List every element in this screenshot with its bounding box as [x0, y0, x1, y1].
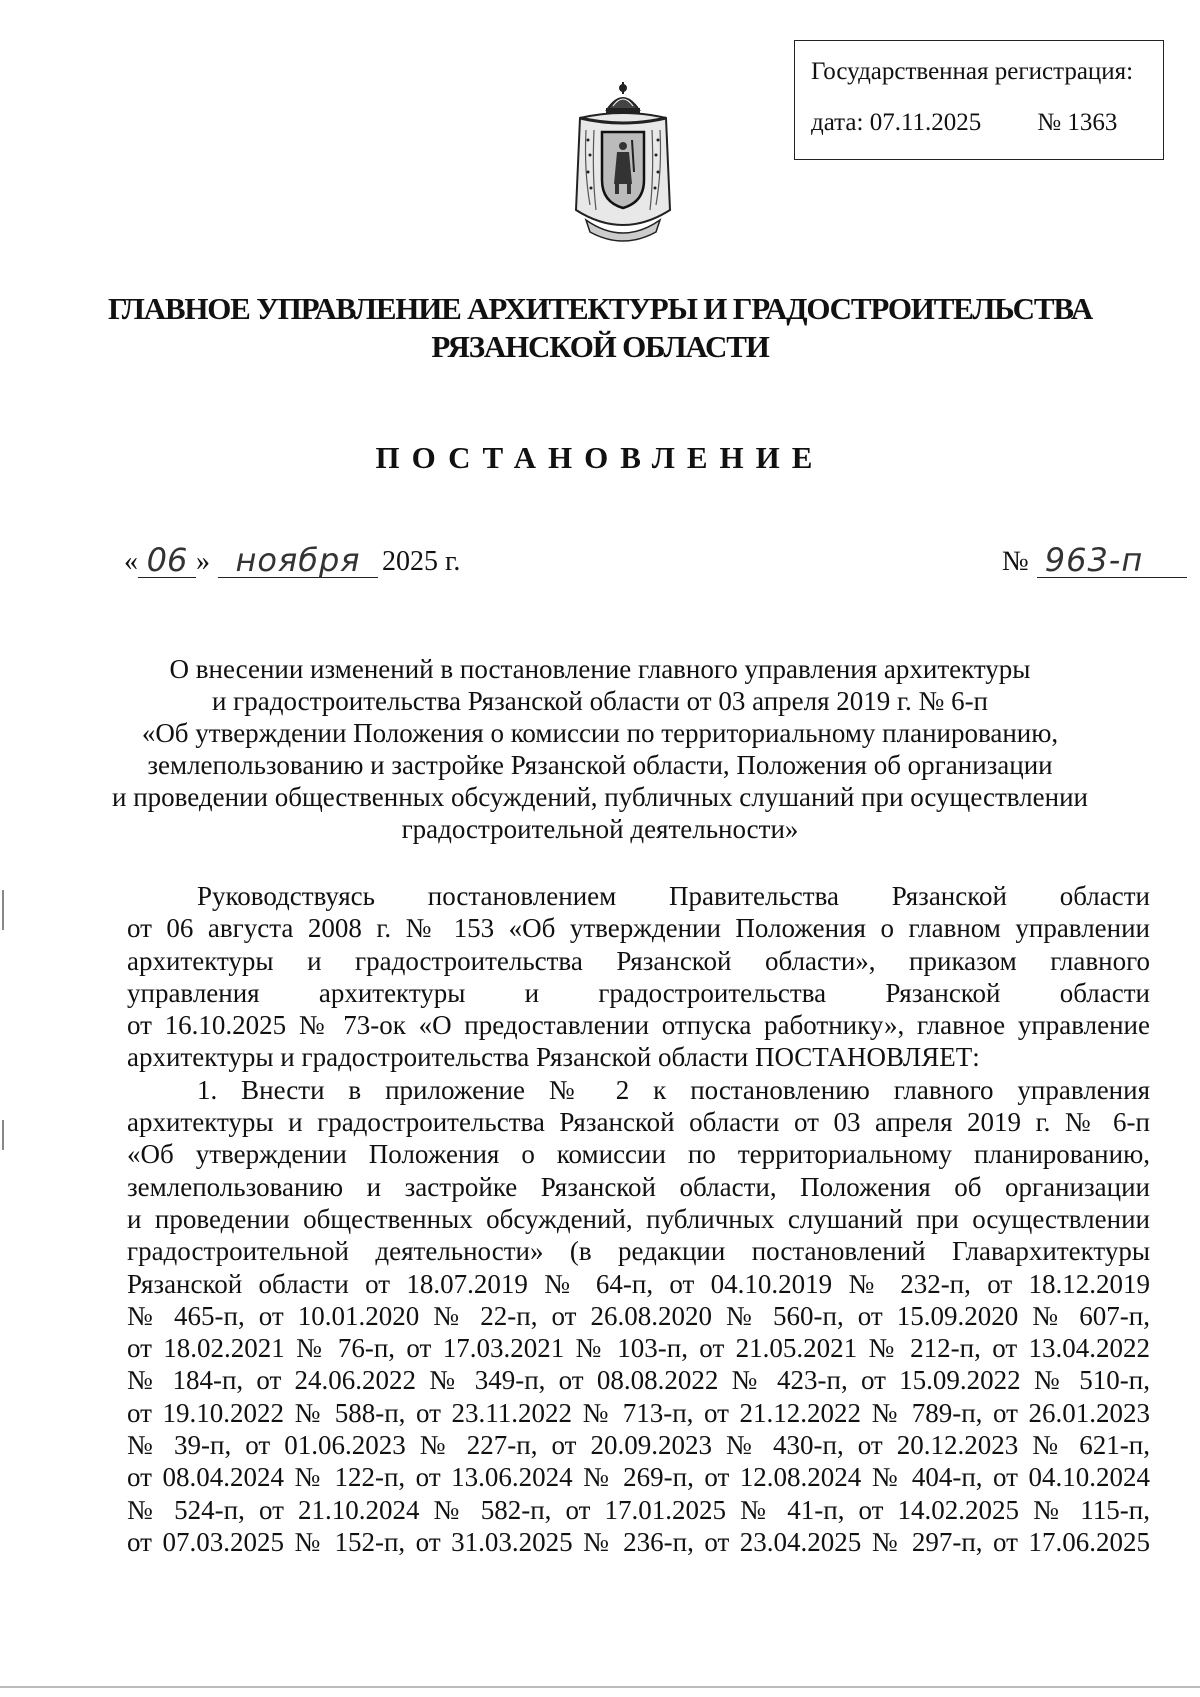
body-line: от 19.10.2022 № 588-п, от 23.11.2022 № 713-п, от 21.12.2022 № 789-п, от 26.01.2023 — [127, 1397, 1150, 1428]
scan-edge-line — [0, 1686, 1200, 1688]
document-subject — [100, 653, 1100, 845]
date-close-quote: » — [196, 546, 210, 577]
subject-line: и проведении общественных обсуждений, публичных слушаний при осуществлении — [112, 782, 1088, 812]
document-body — [127, 880, 1150, 1558]
body-line: № 184-п, от 24.06.2022 № 349-п, от 08.08.2022 № 423-п, от 15.09.2022 № 510-п, — [127, 1365, 1150, 1396]
date-month-handwritten: ноября — [218, 543, 378, 578]
body-line: от 07.03.2025 № 152-п, от 31.03.2025 № 236-п, от 23.04.2025 № 297-п, от 17.06.2025 — [127, 1526, 1150, 1557]
body-line: Рязанской области от 18.07.2019 № 64-п, от 04.10.2019 № 232-п, от 18.12.2019 — [127, 1268, 1150, 1299]
body-line: «Об утверждении Положения о комиссии по территориальному планированию, — [127, 1139, 1150, 1170]
registration-details — [811, 110, 1163, 135]
document-type-heading: ПОСТАНОВЛЕНИЕ — [375, 440, 825, 475]
subject-line: и градостроительства Рязанской области от 03 апреля 2019 г. № 6-п — [211, 686, 989, 716]
scan-margin-mark — [2, 1120, 4, 1150]
body-line: от 18.02.2021 № 76-п, от 17.03.2021 № 103-п, от 21.05.2021 № 212-п, от 13.04.2022 — [127, 1333, 1150, 1364]
body-line: землепользованию и застройке Рязанской области, Положения об организации — [127, 1171, 1150, 1202]
body-line: № 39-п, от 01.06.2023 № 227-п, от 20.09.2023 № 430-п, от 20.12.2023 № 621-п, — [127, 1430, 1150, 1461]
document-number — [1002, 538, 1187, 578]
date-day-handwritten: 06 — [138, 543, 196, 578]
date-year: 2025 г. — [382, 546, 461, 577]
body-line: от 16.10.2025 № 73-ок «О предоставлении отпуска работнику», главное управление — [127, 1010, 1150, 1041]
body-line: архитектуры и градостроительства Рязанской области от 03 апреля 2019 г. № 6-п — [127, 1107, 1150, 1138]
subject-line: О внесении изменений в постановление главного управления архитектуры — [169, 654, 1031, 684]
subject-line: «Об утверждении Положения о комиссии по территориальному планированию, — [141, 718, 1059, 748]
body-line: градостроительной деятельности» (в редакции постановлений Главархитектуры — [127, 1236, 1150, 1267]
organization-line2: РЯЗАНСКОЙ ОБЛАСТИ — [431, 329, 769, 364]
date-open-quote: « — [124, 546, 138, 577]
scan-margin-mark — [2, 890, 4, 930]
organization-line1: ГЛАВНОЕ УПРАВЛЕНИЕ АРХИТЕКТУРЫ И ГРАДОСТРОИТЕЛЬСТВА — [107, 291, 1093, 326]
body-line: управления архитектуры и градостроительства Рязанской области — [127, 977, 1150, 1008]
body-line: от 06 августа 2008 г. № 153 «Об утверждении Положения о главном управлении — [127, 913, 1150, 944]
body-line: № 465-п, от 10.01.2020 № 22-п, от 26.08.2020 № 560-п, от 15.09.2020 № 607-п, — [127, 1300, 1150, 1331]
coat-of-arms-icon — [566, 80, 680, 246]
body-line: и проведении общественных обсуждений, публичных слушаний при осуществлении — [127, 1203, 1150, 1234]
registration-number: № 1363 — [1037, 109, 1118, 136]
body-line: от 08.04.2024 № 122-п, от 13.06.2024 № 269-п, от 12.08.2024 № 404-п, от 04.10.2024 — [127, 1462, 1150, 1493]
body-line: № 524-п, от 21.10.2024 № 582-п, от 17.01.2025 № 41-п, от 14.02.2025 № 115-п, — [127, 1494, 1150, 1525]
document-date — [124, 538, 460, 578]
body-line: Руководствуясь постановлением Правительства Рязанской области — [197, 881, 1150, 911]
organization-title — [0, 290, 1200, 366]
body-line: архитектуры и градостроительства Рязанской области ПОСТАНОВЛЯЕТ: — [127, 1042, 980, 1073]
body-line: 1. Внести в приложение № 2 к постановлению главного управления — [197, 1074, 1150, 1105]
number-value-handwritten: 963-п — [1037, 543, 1187, 578]
subject-line: градостроительной деятельности» — [401, 814, 799, 844]
registration-label: Государственная регистрация: — [811, 58, 1134, 85]
registration-stamp — [794, 40, 1164, 160]
number-sign: № — [1002, 546, 1029, 577]
body-line: архитектуры и градостроительства Рязанской области», приказом главного — [127, 945, 1150, 976]
subject-line: землепользованию и застройке Рязанской области, Положения об организации — [147, 750, 1053, 780]
registration-date: дата: 07.11.2025 — [811, 109, 982, 136]
